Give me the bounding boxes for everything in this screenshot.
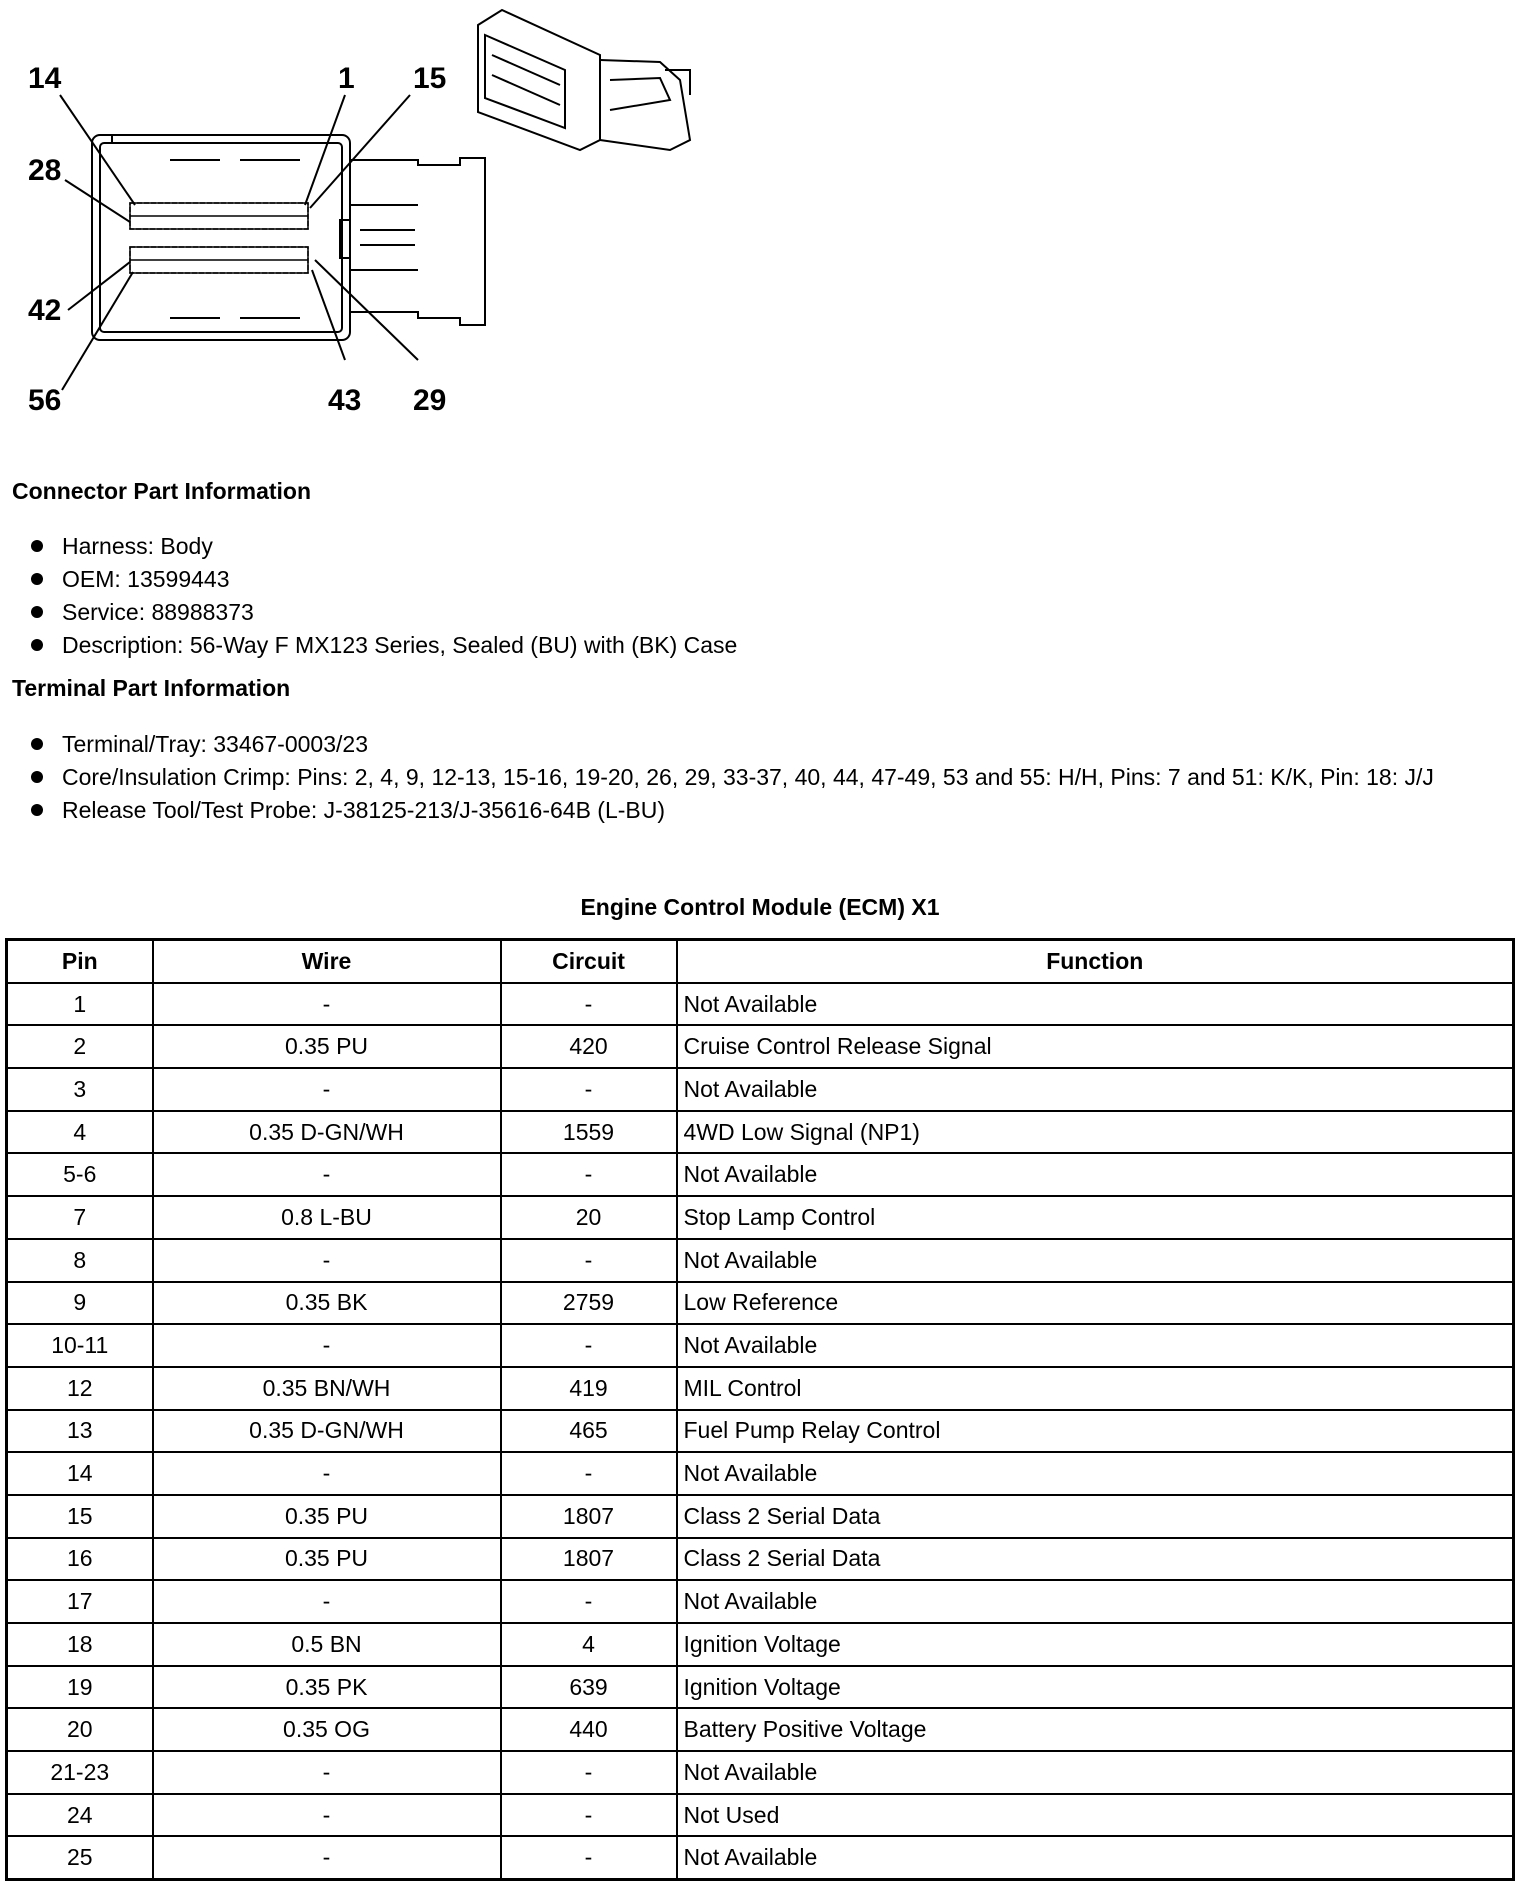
table-row (7, 1367, 1514, 1410)
cell-wire: - (153, 1153, 501, 1196)
cell-pin: 15 (7, 1495, 153, 1538)
terminal-info-release-tool: Release Tool/Test Probe: J-38125-213/J-35616-64B (L-BU) (28, 794, 1498, 826)
pinout-table (5, 938, 1515, 1881)
cell-circuit: 2759 (501, 1282, 677, 1325)
cell-circuit: - (501, 1239, 677, 1282)
connector-info-service: Service: 88988373 (28, 596, 1498, 628)
cell-pin: 21-23 (7, 1751, 153, 1794)
cell-function: Not Available (677, 1153, 1514, 1196)
cell-function: Fuel Pump Relay Control (677, 1410, 1514, 1453)
cell-circuit: - (501, 983, 677, 1026)
table-row (7, 1068, 1514, 1111)
cell-circuit: - (501, 1452, 677, 1495)
cell-pin: 3 (7, 1068, 153, 1111)
cell-wire: - (153, 1580, 501, 1623)
connector-info-harness: Harness: Body (28, 530, 1498, 562)
cell-function: MIL Control (677, 1367, 1514, 1410)
pin-label-43: 43 (328, 384, 362, 417)
connector-info-oem: OEM: 13599443 (28, 563, 1498, 595)
cell-pin: 20 (7, 1708, 153, 1751)
connector-housing (92, 135, 350, 340)
connector-info-list (28, 530, 1498, 662)
table-header-row (7, 940, 1514, 983)
cell-wire: - (153, 1751, 501, 1794)
cell-pin: 2 (7, 1025, 153, 1068)
cell-function: Class 2 Serial Data (677, 1495, 1514, 1538)
cell-circuit: - (501, 1324, 677, 1367)
cell-circuit: 440 (501, 1708, 677, 1751)
cell-wire: - (153, 1452, 501, 1495)
table-row (7, 1025, 1514, 1068)
table-row (7, 983, 1514, 1026)
table-row (7, 1538, 1514, 1581)
cell-pin: 12 (7, 1367, 153, 1410)
cell-wire: 0.35 D-GN/WH (153, 1410, 501, 1453)
cell-function: Class 2 Serial Data (677, 1538, 1514, 1581)
pin-label-1: 1 (338, 62, 355, 95)
table-row (7, 1623, 1514, 1666)
cell-wire: 0.35 PU (153, 1538, 501, 1581)
cell-function: Cruise Control Release Signal (677, 1025, 1514, 1068)
connector-isometric-view (478, 10, 690, 150)
pin-label-42: 42 (28, 294, 62, 327)
pin-label-28: 28 (28, 154, 62, 187)
cell-circuit: 420 (501, 1025, 677, 1068)
cell-function: 4WD Low Signal (NP1) (677, 1111, 1514, 1154)
cell-wire: 0.5 BN (153, 1623, 501, 1666)
table-row (7, 1324, 1514, 1367)
cell-wire: - (153, 1068, 501, 1111)
table-row (7, 1153, 1514, 1196)
cell-pin: 7 (7, 1196, 153, 1239)
table-row (7, 1666, 1514, 1709)
cell-wire: 0.35 BK (153, 1282, 501, 1325)
cell-circuit: 1807 (501, 1495, 677, 1538)
cell-function: Not Available (677, 1751, 1514, 1794)
cell-circuit: - (501, 1580, 677, 1623)
column-header-circuit: Circuit (501, 940, 677, 983)
connector-info-heading: Connector Part Information (12, 478, 312, 504)
cell-circuit: 20 (501, 1196, 677, 1239)
cell-pin: 18 (7, 1623, 153, 1666)
cell-pin: 9 (7, 1282, 153, 1325)
cell-pin: 16 (7, 1538, 153, 1581)
cell-function: Stop Lamp Control (677, 1196, 1514, 1239)
table-row (7, 1836, 1514, 1879)
table-row (7, 1282, 1514, 1325)
terminal-info-list (28, 728, 1498, 827)
cell-wire: 0.35 PK (153, 1666, 501, 1709)
pin-label-56: 56 (28, 384, 62, 417)
cell-circuit: - (501, 1794, 677, 1837)
cell-wire: 0.35 OG (153, 1708, 501, 1751)
table-row (7, 1196, 1514, 1239)
table-row (7, 1111, 1514, 1154)
cell-pin: 17 (7, 1580, 153, 1623)
cell-circuit: - (501, 1751, 677, 1794)
cell-pin: 24 (7, 1794, 153, 1837)
terminal-info-tray: Terminal/Tray: 33467-0003/23 (28, 728, 1498, 760)
pinout-table-body (7, 983, 1514, 1880)
cell-function: Not Available (677, 1836, 1514, 1879)
cell-function: Low Reference (677, 1282, 1514, 1325)
cell-circuit: - (501, 1153, 677, 1196)
cell-function: Not Used (677, 1794, 1514, 1837)
cell-function: Ignition Voltage (677, 1623, 1514, 1666)
cell-wire: - (153, 1794, 501, 1837)
cell-wire: 0.35 BN/WH (153, 1367, 501, 1410)
table-row (7, 1580, 1514, 1623)
cell-circuit: 4 (501, 1623, 677, 1666)
cell-pin: 19 (7, 1666, 153, 1709)
terminal-info-crimp: Core/Insulation Crimp: Pins: 2, 4, 9, 12-13, 15-16, 19-20, 26, 29, 33-37, 40, 44, 47-49, 53 and 55: H/H, Pins: 7 and 51: K/K, Pin: 18: J/J (28, 761, 1498, 793)
table-row (7, 1708, 1514, 1751)
pin-label-29: 29 (413, 384, 447, 417)
cell-pin: 1 (7, 983, 153, 1026)
cell-wire: - (153, 983, 501, 1026)
cell-function: Battery Positive Voltage (677, 1708, 1514, 1751)
cell-pin: 4 (7, 1111, 153, 1154)
cell-wire: 0.8 L-BU (153, 1196, 501, 1239)
cell-pin: 8 (7, 1239, 153, 1282)
table-row (7, 1751, 1514, 1794)
cell-function: Ignition Voltage (677, 1666, 1514, 1709)
cell-wire: - (153, 1239, 501, 1282)
table-row (7, 1239, 1514, 1282)
cell-function: Not Available (677, 1580, 1514, 1623)
cell-pin: 5-6 (7, 1153, 153, 1196)
connector-info-description: Description: 56-Way F MX123 Series, Sealed (BU) with (BK) Case (28, 629, 1498, 661)
cell-wire: 0.35 PU (153, 1495, 501, 1538)
cell-wire: 0.35 PU (153, 1025, 501, 1068)
cell-circuit: - (501, 1836, 677, 1879)
cell-pin: 14 (7, 1452, 153, 1495)
table-title: Engine Control Module (ECM) X1 (580, 894, 940, 920)
cell-pin: 13 (7, 1410, 153, 1453)
pin-label-14: 14 (28, 62, 62, 95)
table-row (7, 1794, 1514, 1837)
cell-pin: 10-11 (7, 1324, 153, 1367)
connector-diagram (0, 0, 720, 430)
cell-function: Not Available (677, 983, 1514, 1026)
column-header-function: Function (677, 940, 1514, 983)
cell-circuit: 465 (501, 1410, 677, 1453)
cell-function: Not Available (677, 1452, 1514, 1495)
cell-circuit: - (501, 1068, 677, 1111)
table-row (7, 1452, 1514, 1495)
cell-function: Not Available (677, 1068, 1514, 1111)
cell-circuit: 1559 (501, 1111, 677, 1154)
cell-wire: 0.35 D-GN/WH (153, 1111, 501, 1154)
cell-function: Not Available (677, 1324, 1514, 1367)
cell-function: Not Available (677, 1239, 1514, 1282)
cell-pin: 25 (7, 1836, 153, 1879)
cell-circuit: 1807 (501, 1538, 677, 1581)
cell-wire: - (153, 1836, 501, 1879)
column-header-wire: Wire (153, 940, 501, 983)
pin-label-15: 15 (413, 62, 447, 95)
column-header-pin: Pin (7, 940, 153, 983)
cell-circuit: 639 (501, 1666, 677, 1709)
table-row (7, 1410, 1514, 1453)
table-row (7, 1495, 1514, 1538)
cell-circuit: 419 (501, 1367, 677, 1410)
terminal-info-heading: Terminal Part Information (12, 675, 291, 701)
cell-wire: - (153, 1324, 501, 1367)
